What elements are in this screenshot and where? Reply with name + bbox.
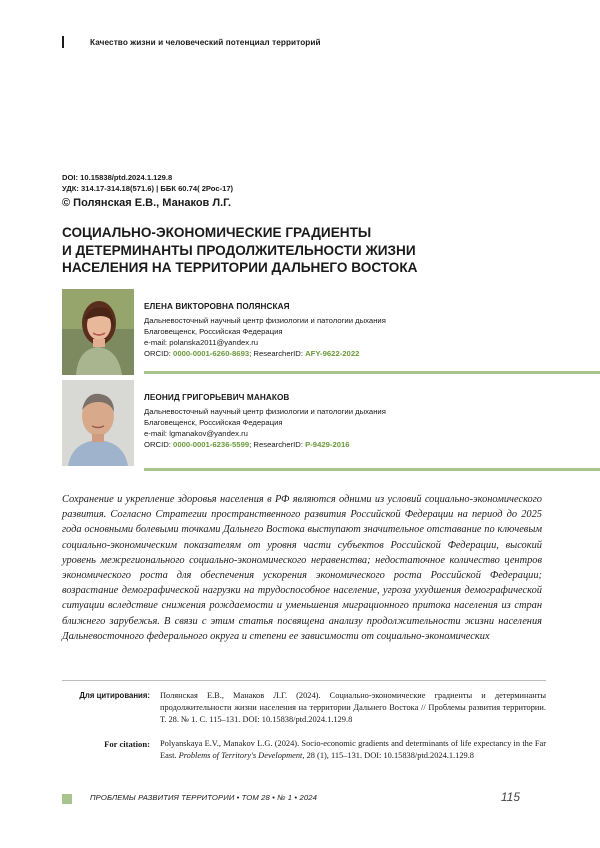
orcid-label: ORCID: <box>144 440 174 449</box>
author-photo <box>62 289 134 375</box>
page-number: 115 <box>500 790 520 804</box>
orcid-link[interactable]: 0000-0001-6236-5599 <box>173 440 250 449</box>
running-header <box>62 36 321 48</box>
researcherid-link[interactable]: P-9429-2016 <box>305 440 350 449</box>
researcherid-label: ; ResearcherID: <box>249 440 306 449</box>
footer-square <box>62 794 72 804</box>
author-ids <box>144 348 544 359</box>
author-name: ЛЕОНИД ГРИГОРЬЕВИЧ МАНАКОВ <box>144 393 290 402</box>
footer-journal: ПРОБЛЕМЫ РАЗВИТИЯ ТЕРРИТОРИИ • ТОМ 28 • № 1 • 2024 <box>90 793 317 802</box>
abstract: Сохранение и укрепление здоровья населения в РФ являются одними из условий социально-экономического развития. Согласно Стратегии пространственного развития Российской Федерации на период до 2025 года основными болевыми точками Дальнего Востока выступают значительное отставание по ключевым социально-экономическим показателям от уровня части субъектов Российской Федерации, высокий уровень межрегионального социально-экономического неравенства; недостаточное количество центров экономического роста для обеспечения ускорения экономического роста Российской Федерации; возрастание демографической нагрузки на трудоспособное население, угроза ухудшения демографической ситуации вследствие снижения рождаемости и уменьшения миграционного притока населения из стран ближнего зарубежья. В связи с этим статья посвящена анализу продолжительности жизни населения Дальневосточного федерального округа и степени ее зависимости от социально-экономических <box>62 494 542 642</box>
author-divider <box>144 468 600 471</box>
researcherid-link[interactable]: AFY-9622-2022 <box>305 349 360 358</box>
title-line: И ДЕТЕРМИНАНТЫ ПРОДОЛЖИТЕЛЬНОСТИ ЖИЗНИ <box>62 242 416 258</box>
citation-ru-text: Полянская Е.В., Манаков Л.Г. (2024). Социально-экономические градиенты и детерминанты продолжительности жизни населения на территории Дальнего Востока // Проблемы развития территории. Т. 28. № 1. С. 115–131. DOI: 10.15838/ptd.2024.1.129.8 <box>160 691 546 724</box>
citation-en-label: For citation: <box>104 739 150 749</box>
udk: УДК: 314.17-314.18(571.6) | ББК 60.74( 2Рос-17) <box>62 184 234 193</box>
author-email[interactable]: e-mail: lgmanakov@yandex.ru <box>144 429 248 438</box>
title-line: СОЦИАЛЬНО-ЭКОНОМИЧЕСКИЕ ГРАДИЕНТЫ <box>62 225 372 240</box>
journal-section: Качество жизни и человеческий потенциал территорий <box>90 37 321 47</box>
citation-en-authors: Polyanskaya E.V., Manakov L.G. (2024). Socio-economic gradients and determinants of life expectancy in the Far East. <box>160 739 546 760</box>
citation-en-journal: Problems of Territory's Development <box>178 751 303 760</box>
author-info <box>144 392 544 450</box>
author-city: Благовещенск, Российская Федерация <box>144 418 283 427</box>
author-city: Благовещенск, Российская Федерация <box>144 327 283 336</box>
author-photo-image <box>62 289 134 375</box>
author-affiliation: Дальневосточный научный центр физиологии и патологии дыхания <box>144 316 386 325</box>
citation-divider <box>62 680 546 681</box>
copyright: © Полянская Е.В., Манаков Л.Г. <box>62 197 232 209</box>
author-ids <box>144 439 544 450</box>
author-photo <box>62 380 134 466</box>
author-email[interactable]: e-mail: polanska2011@yandex.ru <box>144 338 259 347</box>
header-bar <box>62 36 64 48</box>
doi[interactable]: DOI: 10.15838/ptd.2024.1.129.8 <box>62 173 173 182</box>
researcherid-label: ; ResearcherID: <box>249 349 306 358</box>
author-name: ЕЛЕНА ВИКТОРОВНА ПОЛЯНСКАЯ <box>144 302 290 311</box>
citation-ru-label: Для цитирования: <box>79 691 150 700</box>
orcid-link[interactable]: 0000-0001-6260-8693 <box>173 349 250 358</box>
author-info <box>144 301 544 359</box>
article-title <box>62 224 462 277</box>
article-meta <box>62 172 233 194</box>
citation-en-details: , 28 (1), 115–131. DOI: 10.15838/ptd.2024.1.129.8 <box>302 751 474 760</box>
citation-en-text <box>160 738 546 762</box>
orcid-label: ORCID: <box>144 349 174 358</box>
author-divider <box>144 371 600 374</box>
title-line: НАСЕЛЕНИЯ НА ТЕРРИТОРИИ ДАЛЬНЕГО ВОСТОКА <box>62 260 418 275</box>
author-photo-image <box>62 380 134 466</box>
page-footer <box>62 792 546 806</box>
author-affiliation: Дальневосточный научный центр физиологии и патологии дыхания <box>144 407 386 416</box>
